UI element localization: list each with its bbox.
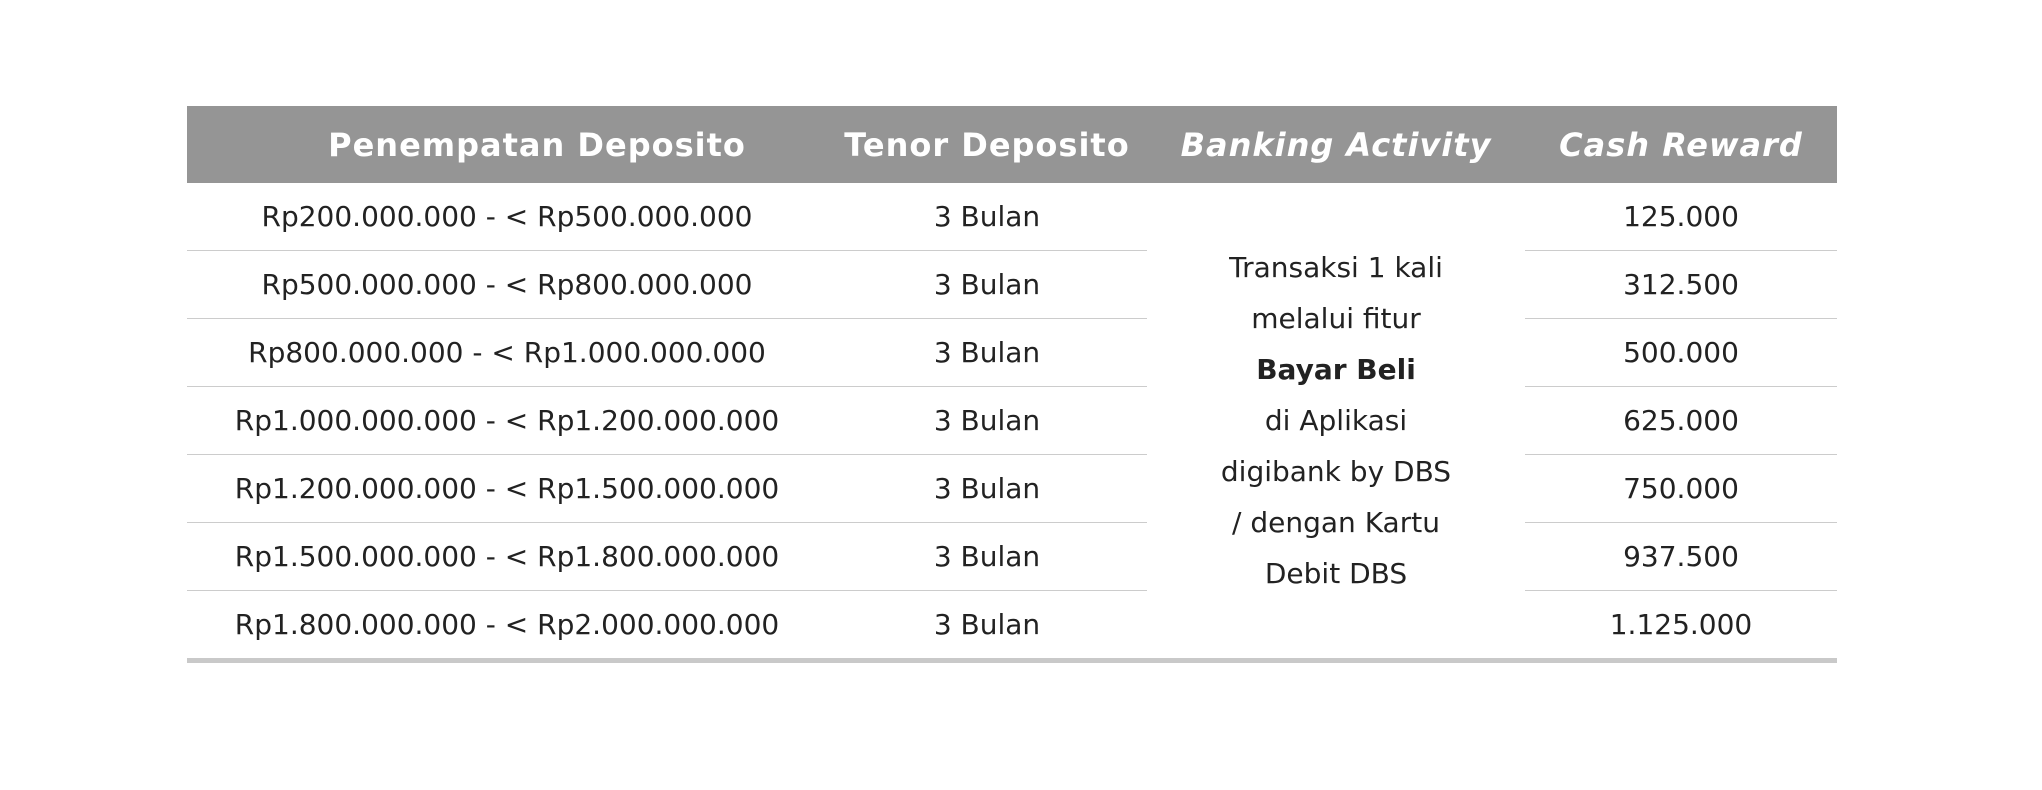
penempatan-cell: Rp1.800.000.000 - < Rp2.000.000.000 xyxy=(187,591,827,661)
penempatan-cell: Rp500.000.000 - < Rp800.000.000 xyxy=(187,251,827,319)
activity-line: / dengan Kartu xyxy=(1232,506,1440,539)
cash-reward-cell: 500.000 xyxy=(1525,319,1837,387)
cash-reward-cell: 625.000 xyxy=(1525,387,1837,455)
table-row xyxy=(187,387,1837,455)
table-row xyxy=(187,523,1837,591)
table-row xyxy=(187,319,1837,387)
activity-line: digibank by DBS xyxy=(1220,455,1452,488)
header-cash-reward: Cash Reward xyxy=(1525,106,1837,183)
cash-reward-cell: 125.000 xyxy=(1525,183,1837,251)
cash-reward-cell: 1.125.000 xyxy=(1525,591,1837,661)
penempatan-cell: Rp200.000.000 - < Rp500.000.000 xyxy=(187,183,827,251)
header-banking-activity: Banking Activity xyxy=(1147,106,1525,183)
table-row xyxy=(187,455,1837,523)
activity-line: melalui fitur xyxy=(1251,302,1421,335)
header-row xyxy=(187,106,1837,183)
tenor-cell: 3 Bulan xyxy=(827,455,1147,523)
penempatan-cell: Rp1.500.000.000 - < Rp1.800.000.000 xyxy=(187,523,827,591)
tenor-cell: 3 Bulan xyxy=(827,591,1147,661)
tenor-cell: 3 Bulan xyxy=(827,251,1147,319)
penempatan-cell: Rp800.000.000 - < Rp1.000.000.000 xyxy=(187,319,827,387)
table-row xyxy=(187,251,1837,319)
cash-reward-cell: 750.000 xyxy=(1525,455,1837,523)
activity-line-bayar-beli: Bayar Beli xyxy=(1256,353,1416,386)
table-row xyxy=(187,591,1837,661)
activity-line: Debit DBS xyxy=(1264,557,1408,590)
activity-line: Transaksi 1 kali xyxy=(1229,251,1443,284)
penempatan-cell: Rp1.200.000.000 - < Rp1.500.000.000 xyxy=(187,455,827,523)
table-body xyxy=(187,183,1837,661)
header-tenor-deposito: Tenor Deposito xyxy=(827,106,1147,183)
penempatan-cell: Rp1.000.000.000 - < Rp1.200.000.000 xyxy=(187,387,827,455)
banking-activity-cell xyxy=(1147,183,1525,661)
cash-reward-cell: 937.500 xyxy=(1525,523,1837,591)
tenor-cell: 3 Bulan xyxy=(827,523,1147,591)
deposit-reward-table xyxy=(187,106,1837,663)
table-header xyxy=(187,106,1837,183)
header-penempatan-deposito: Penempatan Deposito xyxy=(187,106,827,183)
activity-line: di Aplikasi xyxy=(1264,404,1408,437)
tenor-cell: 3 Bulan xyxy=(827,319,1147,387)
tenor-cell: 3 Bulan xyxy=(827,183,1147,251)
cash-reward-cell: 312.500 xyxy=(1525,251,1837,319)
tenor-cell: 3 Bulan xyxy=(827,387,1147,455)
table-row xyxy=(187,183,1837,251)
